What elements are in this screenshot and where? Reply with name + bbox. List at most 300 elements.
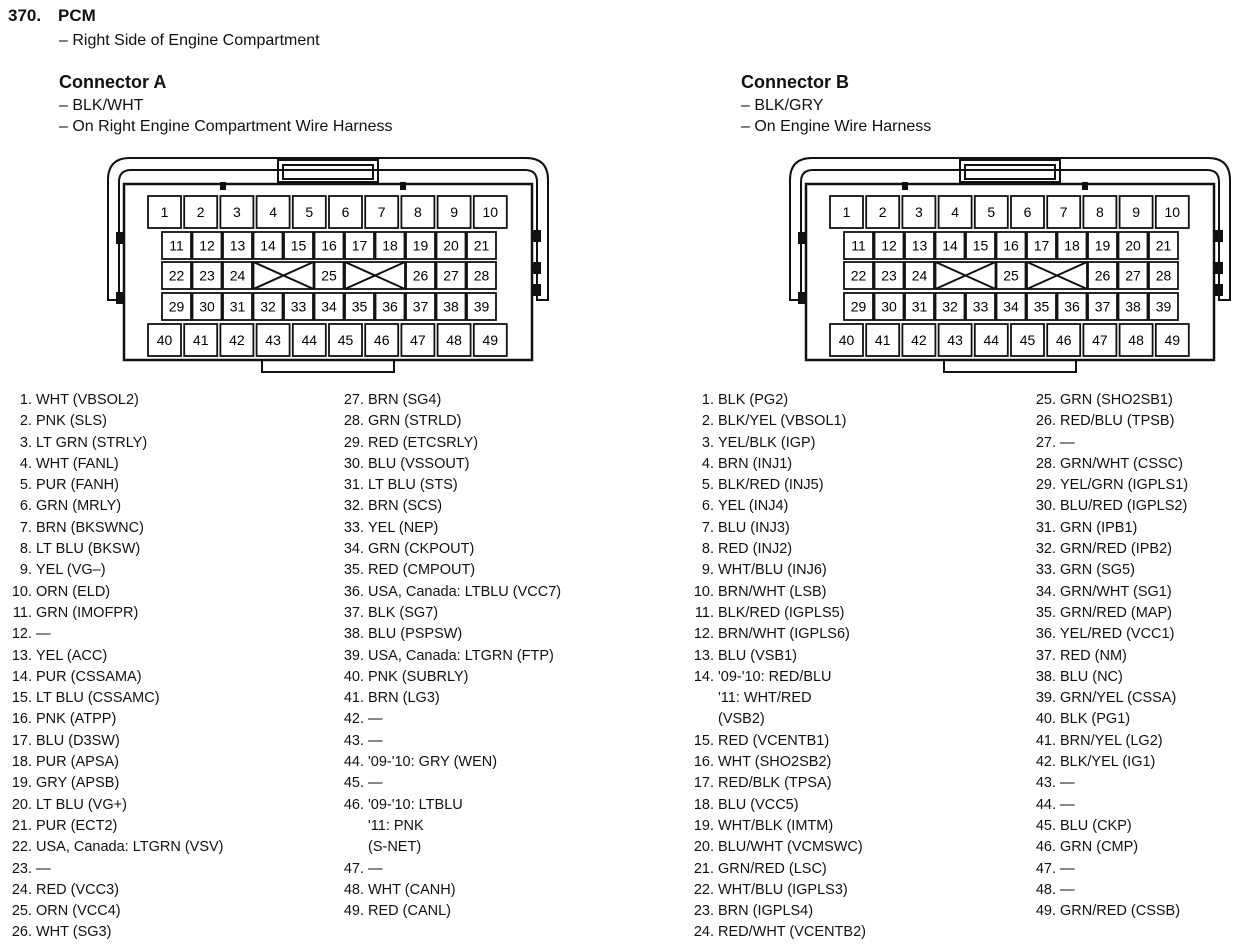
- pin-number: 49.: [1035, 903, 1056, 920]
- pin-number: 37.: [1035, 647, 1056, 664]
- pin-entry: [682, 901, 866, 922]
- cavity-number: 7: [377, 204, 386, 220]
- side-latch: [532, 262, 541, 274]
- pin-number: 35.: [343, 562, 364, 579]
- pin-wire-description: RED (INJ2): [718, 541, 793, 558]
- pin-entry: [682, 837, 866, 858]
- pin-number: 5.: [701, 477, 714, 494]
- pin-entry: [0, 433, 224, 454]
- pin-number: 30.: [1035, 498, 1056, 515]
- pin-wire-description: —: [1060, 860, 1075, 877]
- pin-entry: [332, 603, 561, 624]
- pin-wire-description: GRN/RED (LSC): [718, 860, 827, 877]
- cavity-number: 29: [168, 298, 185, 315]
- cavity-number: 33: [290, 298, 307, 315]
- cavity-number: 19: [412, 237, 429, 254]
- pin-entry: [1024, 390, 1188, 411]
- pin-number: 28.: [343, 413, 364, 430]
- pin-entry: [332, 688, 561, 709]
- cavity-number: 28: [1155, 267, 1172, 284]
- connector-b-face-drawing: [782, 152, 1238, 377]
- pin-entry: [0, 709, 224, 730]
- cavity-number: 24: [229, 267, 246, 284]
- pin-entry: [0, 795, 224, 816]
- pin-wire-description: BLK (SG7): [368, 604, 439, 621]
- pin-number: 34.: [343, 541, 364, 558]
- pin-entry: [332, 582, 561, 603]
- pin-wire-description: RED (NM): [1060, 647, 1127, 664]
- cavity-number: 31: [229, 298, 246, 315]
- pin-number: 20.: [11, 796, 32, 813]
- pin-number: 26.: [1035, 413, 1056, 430]
- pin-wire-description: BLU (CKP): [1060, 817, 1132, 834]
- pin-wire-description: RED/WHT (VCENTB2): [718, 924, 866, 941]
- pin-number: 40.: [343, 668, 364, 685]
- cavity-number: 26: [1094, 267, 1111, 284]
- pin-entry: [332, 901, 561, 922]
- cavity-number: 49: [482, 332, 499, 348]
- pin-entry: [332, 518, 561, 539]
- cavity-number: 18: [382, 237, 398, 254]
- cavity-number: 11: [169, 237, 184, 254]
- pin-wire-description: —: [1060, 434, 1075, 451]
- pin-wire-description: —: [368, 775, 383, 792]
- bottom-tab: [944, 360, 1076, 372]
- cavity-number: 14: [942, 237, 958, 254]
- pin-entry: [0, 773, 224, 794]
- cavity-number: 12: [199, 237, 215, 254]
- pin-entry: [0, 603, 224, 624]
- pin-entry: [0, 454, 224, 475]
- pin-entry: [1024, 433, 1188, 454]
- pin-number: 36.: [1035, 626, 1056, 643]
- cavity-number: 13: [911, 237, 928, 254]
- pin-entry: [0, 539, 224, 560]
- pin-wire-description: —: [36, 860, 51, 877]
- pin-wire-description: YEL (NEP): [368, 519, 439, 536]
- side-latch: [798, 292, 807, 304]
- pin-entry: [682, 859, 866, 880]
- pin-number: 33.: [1035, 562, 1056, 579]
- cavity-number: 5: [987, 204, 996, 220]
- pin-entry: [682, 646, 866, 667]
- pin-entry: [1024, 688, 1188, 709]
- cavity-number: 29: [850, 298, 867, 315]
- pin-number: 19.: [693, 817, 714, 834]
- cavity-number: 46: [373, 332, 390, 348]
- pin-number: 1.: [19, 392, 32, 408]
- pin-number: 42.: [343, 711, 364, 728]
- cavity-number: 25: [321, 267, 337, 284]
- pin-number: 24.: [11, 881, 32, 898]
- pin-entry: [1024, 475, 1188, 496]
- cavity-number: 39: [473, 298, 490, 315]
- position-mark: [220, 182, 226, 190]
- cavity-number: 17: [351, 237, 368, 254]
- pin-wire-description: BLU/WHT (VCMSWC): [718, 839, 863, 856]
- pin-wire-description: GRN/WHT (SG1): [1060, 583, 1172, 600]
- cavity-number: 35: [1033, 298, 1050, 315]
- pin-number: 43.: [1035, 775, 1056, 792]
- pin-entry: [682, 454, 866, 475]
- pin-wire-description: LT BLU (VG+): [36, 796, 127, 813]
- pin-number: 18.: [693, 796, 714, 813]
- pin-number: 35.: [1035, 604, 1056, 621]
- pin-wire-description: BLU (NC): [1060, 668, 1123, 685]
- cavity-number: 8: [414, 204, 422, 220]
- pin-entry: [1024, 859, 1188, 880]
- pin-wire-description: —: [36, 626, 51, 643]
- connector-b-pin-list-col1: [682, 390, 866, 944]
- cavity-number: 3: [233, 204, 241, 220]
- pin-entry: [332, 539, 561, 560]
- pin-entry: [682, 922, 866, 943]
- pin-entry: [1024, 837, 1188, 858]
- pin-entry: [1024, 518, 1188, 539]
- pin-entry: [332, 624, 561, 645]
- cavity-number: 20: [1125, 237, 1141, 254]
- cavity-number: 39: [1155, 298, 1172, 315]
- cavity-number: 40: [838, 332, 855, 348]
- pin-wire-description: WHT/BLU (IGPLS3): [718, 881, 848, 898]
- side-latch: [798, 232, 807, 244]
- pin-number: 22.: [11, 839, 32, 856]
- pin-number: 14.: [693, 668, 714, 685]
- cavity-number: 43: [947, 332, 963, 348]
- cavity-number: 14: [260, 237, 276, 254]
- pin-entry: [1024, 880, 1188, 901]
- pin-entry: [1024, 560, 1188, 581]
- pin-wire-description: BRN (IGPLS4): [718, 903, 814, 920]
- pin-wire-description: GRN (SG5): [1060, 562, 1135, 579]
- cavity-number: 48: [446, 332, 462, 348]
- cavity-number: 24: [911, 267, 928, 284]
- pin-number: 41.: [1035, 732, 1056, 749]
- pin-number: 10.: [11, 583, 32, 600]
- pin-wire-description: PUR (FANH): [36, 477, 119, 494]
- pin-wire-description: BLU (VSSOUT): [368, 455, 470, 472]
- pin-wire-description: BLK/RED (INJ5): [718, 477, 824, 494]
- cavity-number: 7: [1059, 204, 1068, 220]
- pin-number: 47.: [343, 860, 364, 877]
- cavity-number: 34: [321, 298, 337, 315]
- pin-entry: [332, 646, 561, 667]
- pin-number: 17.: [11, 732, 32, 749]
- pin-wire-description: BLK/RED (IGPLS5): [718, 604, 845, 621]
- connector-a-diagram: [100, 152, 556, 382]
- pin-entry: [1024, 582, 1188, 603]
- pin-entry: [332, 411, 561, 432]
- connector-a-color: – BLK/WHT: [59, 97, 144, 114]
- cavity-number: 6: [341, 204, 350, 220]
- pin-wire-description: GRN/RED (MAP): [1060, 604, 1172, 621]
- pin-wire-description: YEL/BLK (IGP): [718, 434, 816, 451]
- pin-number: 39.: [1035, 690, 1056, 707]
- pin-number: 7.: [19, 519, 32, 536]
- pin-number: 47.: [1035, 860, 1056, 877]
- cavity-number: 1: [842, 204, 851, 220]
- cavity-number: 28: [473, 267, 490, 284]
- cavity-number: 49: [1164, 332, 1181, 348]
- pin-wire-description: BRN (LG3): [368, 690, 440, 707]
- cavity-number: 36: [1064, 298, 1080, 315]
- pin-number: 4.: [19, 455, 32, 472]
- pin-entry: [0, 411, 224, 432]
- pin-wire-description: BLK (PG2): [718, 392, 789, 408]
- pin-entry: [332, 667, 561, 688]
- side-latch: [1214, 284, 1223, 296]
- pin-entry: [682, 390, 866, 411]
- pin-wire-description: RED (CMPOUT): [368, 562, 476, 579]
- connector-b-header: [741, 72, 931, 137]
- pin-entry: [1024, 624, 1188, 645]
- cavity-number: 43: [265, 332, 281, 348]
- connector-b-harness: – On Engine Wire Harness: [741, 118, 932, 135]
- pin-number: 30.: [343, 455, 364, 472]
- pin-number: 46.: [1035, 839, 1056, 856]
- cavity-number: 23: [881, 267, 897, 284]
- pin-number: 23.: [693, 903, 714, 920]
- pin-number: 8.: [19, 541, 32, 558]
- pin-wire-description: BLK (PG1): [1060, 711, 1131, 728]
- pin-entry: [332, 433, 561, 454]
- pin-number: 38.: [1035, 668, 1056, 685]
- pin-entry: [682, 731, 866, 752]
- pin-wire-description: YEL/RED (VCC1): [1060, 626, 1175, 643]
- pin-entry: [1024, 773, 1188, 794]
- pin-wire-description: GRN/RED (IPB2): [1060, 541, 1172, 558]
- pin-entry: [682, 475, 866, 496]
- pin-wire-description: YEL (VG–): [36, 562, 106, 579]
- pin-number: 32.: [343, 498, 364, 515]
- pin-entry: [1024, 752, 1188, 773]
- pin-entry: [1024, 646, 1188, 667]
- pin-number: 45.: [343, 775, 364, 792]
- cavity-number: 41: [874, 332, 891, 348]
- pin-wire-description: WHT/BLU (INJ6): [718, 562, 827, 579]
- pin-wire-description: —: [1060, 775, 1075, 792]
- cavity-number: 4: [269, 204, 277, 220]
- pin-entry: [0, 624, 224, 645]
- pin-number: 32.: [1035, 541, 1056, 558]
- pin-entry: [682, 539, 866, 560]
- connector-b-color: – BLK/GRY: [741, 97, 824, 114]
- pin-number: 3.: [701, 434, 714, 451]
- pin-number: 2.: [19, 413, 32, 430]
- pin-wire-description: WHT (SHO2SB2): [718, 754, 832, 771]
- pin-number: 22.: [693, 881, 714, 898]
- pin-wire-description: BRN (BKSWNC): [36, 519, 144, 536]
- pin-wire-description: GRN (MRLY): [36, 498, 122, 515]
- pin-wire-description: PUR (CSSAMA): [36, 668, 142, 685]
- cavity-number: 42: [229, 332, 245, 348]
- pin-wire-description: YEL (INJ4): [718, 498, 789, 515]
- pin-number: 13.: [693, 647, 714, 664]
- cavity-number: 25: [1003, 267, 1019, 284]
- cavity-number: 33: [972, 298, 989, 315]
- cavity-number: 2: [196, 204, 205, 220]
- pin-entry: [0, 475, 224, 496]
- pin-number: 14.: [11, 668, 32, 685]
- pin-entry: [332, 560, 561, 581]
- cavity-number: 27: [443, 267, 459, 284]
- cavity-number: 16: [321, 237, 337, 254]
- pin-wire-description: —: [368, 711, 383, 728]
- pin-number: 48.: [343, 881, 364, 898]
- pin-number: 38.: [343, 626, 364, 643]
- side-latch: [116, 232, 125, 244]
- cavity-number: 3: [915, 204, 923, 220]
- pin-number: 31.: [1035, 519, 1056, 536]
- pin-number: 3.: [19, 434, 32, 451]
- pin-wire-description: GRN (CMP): [1060, 839, 1139, 856]
- pin-number: 25.: [1035, 392, 1056, 408]
- pin-wire-description: BLU (D3SW): [36, 732, 120, 749]
- side-latch: [116, 292, 125, 304]
- pin-entry: [0, 901, 224, 922]
- cavity-number: 32: [260, 298, 276, 315]
- cavity-number: 41: [192, 332, 209, 348]
- connector-b-diagram: [782, 152, 1238, 382]
- bottom-tab: [262, 360, 394, 372]
- pin-wire-description: YEL/GRN (IGPLS1): [1060, 477, 1189, 494]
- lock-tab-inner: [965, 165, 1055, 179]
- pin-number: 4.: [701, 455, 714, 472]
- cavity-number: 21: [473, 237, 490, 254]
- pin-entry: [682, 603, 866, 624]
- pin-wire-description: BLU (INJ3): [718, 519, 790, 536]
- connector-a-pin-list-col1: [0, 390, 224, 944]
- cavity-number: 10: [1164, 204, 1181, 220]
- cavity-number: 21: [1155, 237, 1172, 254]
- cavity-number: 37: [412, 298, 429, 315]
- pin-wire-description: WHT (SG3): [36, 924, 112, 941]
- pin-number: 42.: [1035, 754, 1056, 771]
- pin-wire-description: GRN (SHO2SB1): [1060, 392, 1173, 408]
- cavity-number: 30: [881, 298, 897, 315]
- cavity-number: 45: [337, 332, 354, 348]
- cavity-number: 16: [1003, 237, 1019, 254]
- pin-wire-description: PNK (ATPP): [36, 711, 117, 728]
- pin-wire-description: GRN/WHT (CSSC): [1060, 455, 1183, 472]
- pin-wire-description: '09-'10: RED/BLU '11: WHT/RED (VSB2): [718, 668, 832, 728]
- cavity-number: 30: [199, 298, 215, 315]
- pin-number: 23.: [11, 860, 32, 877]
- cavity-number: 38: [1125, 298, 1141, 315]
- pin-entry: [0, 646, 224, 667]
- connector-a-pin-list-col2: [332, 390, 561, 922]
- pin-entry: [0, 667, 224, 688]
- side-latch: [532, 230, 541, 242]
- cavity-number: 44: [983, 332, 1000, 348]
- pin-entry: [0, 496, 224, 517]
- pin-wire-description: GRN (STRLD): [368, 413, 462, 430]
- pin-wire-description: BLU/RED (IGPLS2): [1060, 498, 1188, 515]
- pin-wire-description: '09-'10: GRY (WEN): [368, 754, 498, 771]
- pin-number: 18.: [11, 754, 32, 771]
- connector-a-harness: – On Right Engine Compartment Wire Harness: [59, 118, 393, 135]
- cavity-number: 11: [851, 237, 866, 254]
- pin-wire-description: —: [368, 860, 383, 877]
- pin-entry: [682, 624, 866, 645]
- pin-number: 21.: [11, 817, 32, 834]
- pin-wire-description: GRN (IPB1): [1060, 519, 1138, 536]
- pin-entry: [682, 496, 866, 517]
- pin-entry: [682, 582, 866, 603]
- pin-number: 33.: [343, 519, 364, 536]
- pin-number: 37.: [343, 604, 364, 621]
- cavity-number: 44: [301, 332, 318, 348]
- pin-wire-description: YEL (ACC): [36, 647, 108, 664]
- pin-wire-description: —: [1060, 881, 1075, 898]
- pin-number: 45.: [1035, 817, 1056, 834]
- pin-number: 16.: [11, 711, 32, 728]
- pin-wire-description: BRN/YEL (LG2): [1060, 732, 1163, 749]
- cavity-number: 47: [410, 332, 426, 348]
- pin-wire-description: PUR (ECT2): [36, 817, 118, 834]
- pin-number: 19.: [11, 775, 32, 792]
- side-latch: [1214, 230, 1223, 242]
- pin-number: 9.: [701, 562, 714, 579]
- pin-entry: [0, 859, 224, 880]
- pin-number: 8.: [701, 541, 714, 558]
- position-mark: [1082, 182, 1088, 190]
- cavity-number: 19: [1094, 237, 1111, 254]
- pin-entry: [0, 922, 224, 943]
- pin-wire-description: ORN (VCC4): [36, 903, 121, 920]
- pin-number: 11.: [694, 604, 714, 621]
- pin-wire-description: USA, Canada: LTBLU (VCC7): [368, 583, 562, 600]
- pin-wire-description: BRN (INJ1): [718, 455, 793, 472]
- cavity-number: 15: [290, 237, 307, 254]
- pin-number: 43.: [343, 732, 364, 749]
- cavity-number: 32: [942, 298, 958, 315]
- cavity-number: 9: [1132, 204, 1140, 220]
- cavity-number: 10: [482, 204, 499, 220]
- position-mark: [902, 182, 908, 190]
- pin-entry: [0, 560, 224, 581]
- pin-entry: [0, 582, 224, 603]
- pin-number: 27.: [343, 392, 364, 408]
- pin-number: 27.: [1035, 434, 1056, 451]
- cavity-number: 13: [229, 237, 246, 254]
- cavity-number: 46: [1055, 332, 1072, 348]
- position-mark: [400, 182, 406, 190]
- pin-entry: [332, 390, 561, 411]
- pin-entry: [332, 496, 561, 517]
- pin-wire-description: BRN/WHT (IGPLS6): [718, 626, 850, 643]
- pin-number: 9.: [19, 562, 32, 579]
- cavity-number: 31: [911, 298, 928, 315]
- pin-number: 24.: [693, 924, 714, 941]
- pin-number: 12.: [693, 626, 714, 643]
- cavity-number: 2: [878, 204, 887, 220]
- pin-number: 26.: [11, 924, 32, 941]
- cavity-number: 34: [1003, 298, 1019, 315]
- cavity-number: 45: [1019, 332, 1036, 348]
- pin-entry: [332, 795, 561, 859]
- connector-a-face-drawing: [100, 152, 556, 377]
- pin-wire-description: BLU (VSB1): [718, 647, 797, 664]
- pin-wire-description: —: [1060, 796, 1075, 813]
- pin-entry: [682, 411, 866, 432]
- pin-number: 44.: [1035, 796, 1056, 813]
- pin-wire-description: WHT (CANH): [368, 881, 456, 898]
- connector-b-pin-list-col2: [1024, 390, 1188, 922]
- pin-entry: [1024, 709, 1188, 730]
- pin-entry: [332, 752, 561, 773]
- pin-entry: [682, 752, 866, 773]
